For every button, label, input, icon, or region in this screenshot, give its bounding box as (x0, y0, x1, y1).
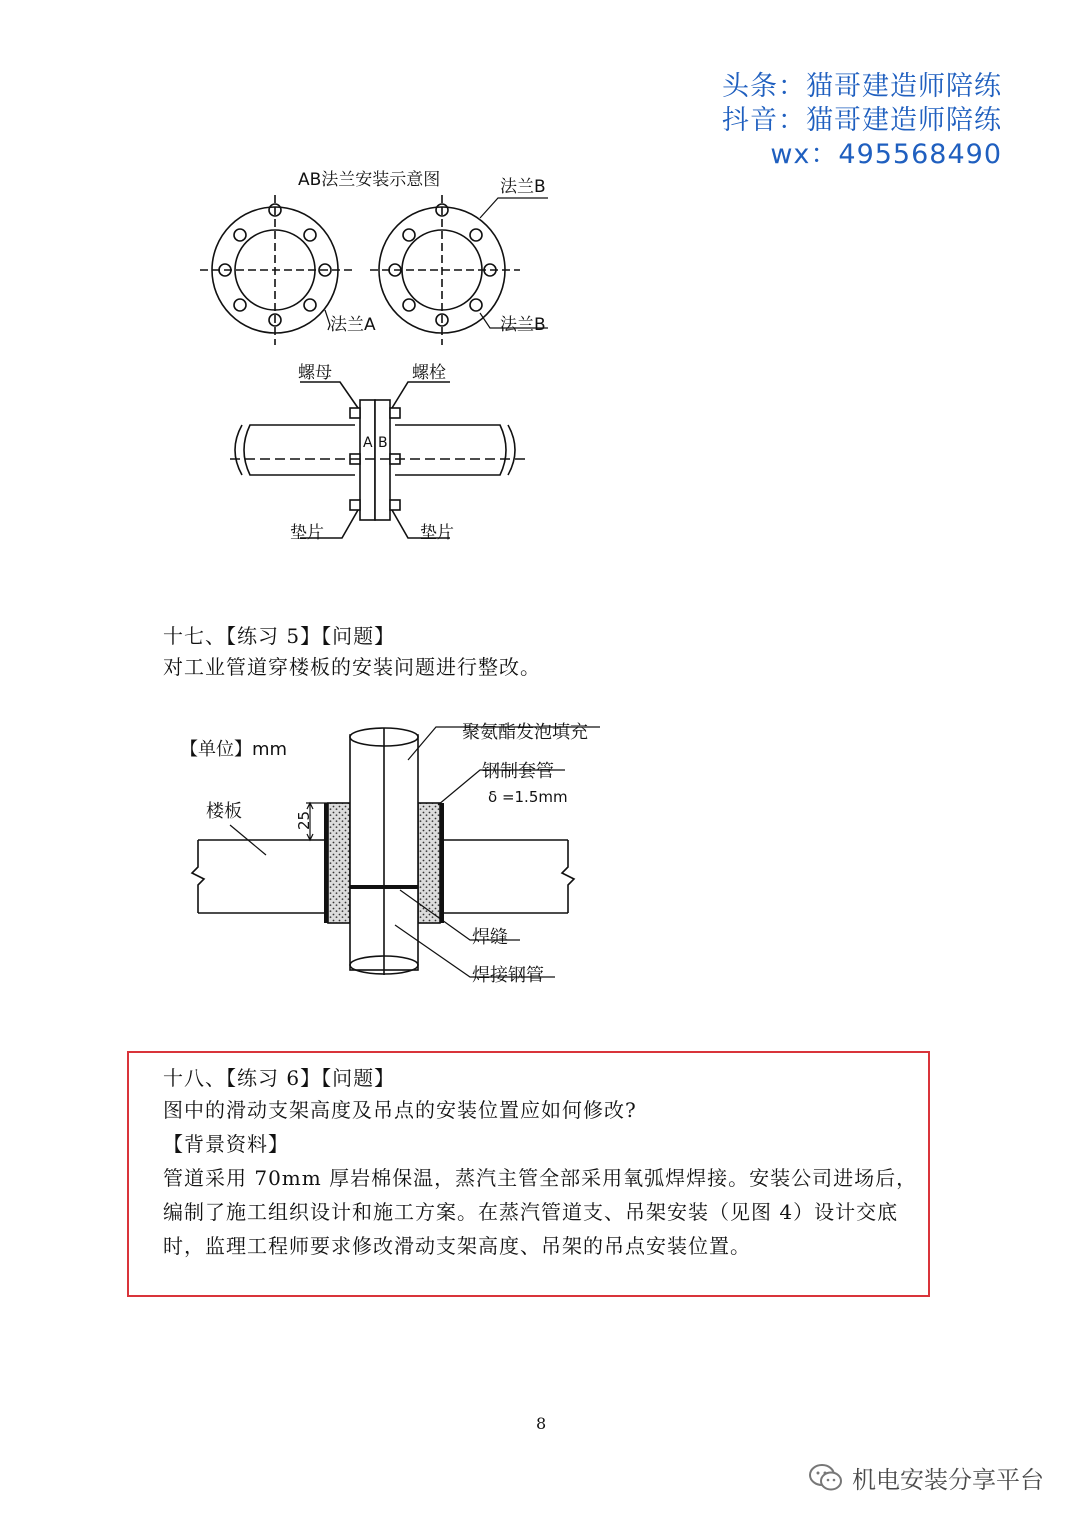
label-slab: 楼板 (206, 801, 242, 822)
label-foam: 聚氨酯发泡填充 (462, 722, 588, 743)
q18-title: 十八、【练习 6】【问题】 (163, 1066, 396, 1090)
q18-question: 图中的滑动支架高度及吊点的安装位置应如何修改? (163, 1098, 637, 1122)
q18-background-heading: 【背景资料】 (163, 1132, 289, 1156)
label-flange-a: 法兰A (330, 315, 376, 335)
sleeve-left (324, 803, 328, 923)
flange-b-drawing (370, 195, 520, 345)
pipe-drawing (350, 728, 418, 975)
label-weld: 焊缝 (472, 927, 508, 948)
page-number: 8 (536, 1414, 547, 1433)
label-flange-b-top: 法兰B (500, 177, 546, 197)
watermark-line-1: 头条：猫哥建造师陪练 (722, 71, 1002, 102)
label-thickness: δ =1.5mm (488, 788, 568, 806)
watermark-line-2: 抖音：猫哥建造师陪练 (722, 105, 1002, 136)
label-sleeve: 钢制套管 (482, 761, 554, 782)
label-nut: 螺母 (298, 363, 332, 383)
flange-figure-title: AB法兰安装示意图 (298, 170, 441, 190)
watermark-header (722, 70, 1002, 172)
q18-background-line-2: 编制了施工组织设计和施工方案。在蒸汽管道支、吊架安装（见图 4）设计交底 (163, 1200, 899, 1224)
label-washer-right: 垫片 (420, 523, 454, 543)
q18-background-line-3: 时，监理工程师要求修改滑动支架高度、吊架的吊点安装位置。 (163, 1234, 751, 1258)
label-pipe: 焊接钢管 (472, 965, 544, 986)
label-b: B (378, 435, 388, 451)
label-a: A (363, 435, 373, 451)
sleeve-right (440, 803, 444, 923)
watermark-line-3: wx：495568490 (770, 139, 1002, 170)
q18-background-line-1: 管道采用 70mm 厚岩棉保温，蒸汽主管全部采用氧弧焊焊接。安装公司进场后， (163, 1166, 918, 1190)
label-flange-b-bottom: 法兰B (500, 315, 546, 335)
unit-label: 【单位】mm (180, 739, 288, 760)
footer-brand (808, 1460, 1044, 1495)
flange-assembly-drawing (230, 382, 525, 538)
label-washer-left: 垫片 (290, 523, 324, 543)
label-bolt: 螺栓 (412, 363, 446, 383)
q17-title: 十七、【练习 5】【问题】 (163, 624, 396, 648)
footer-brand-label: 机电安装分享平台 (852, 1466, 1044, 1494)
flange-figure (180, 160, 600, 560)
foam-left (328, 803, 350, 923)
q17-body: 对工业管道穿楼板的安装问题进行整改。 (163, 655, 541, 679)
wechat-icon (808, 1463, 844, 1493)
label-dim-25: 25 (295, 810, 313, 830)
slab-figure (170, 715, 610, 995)
